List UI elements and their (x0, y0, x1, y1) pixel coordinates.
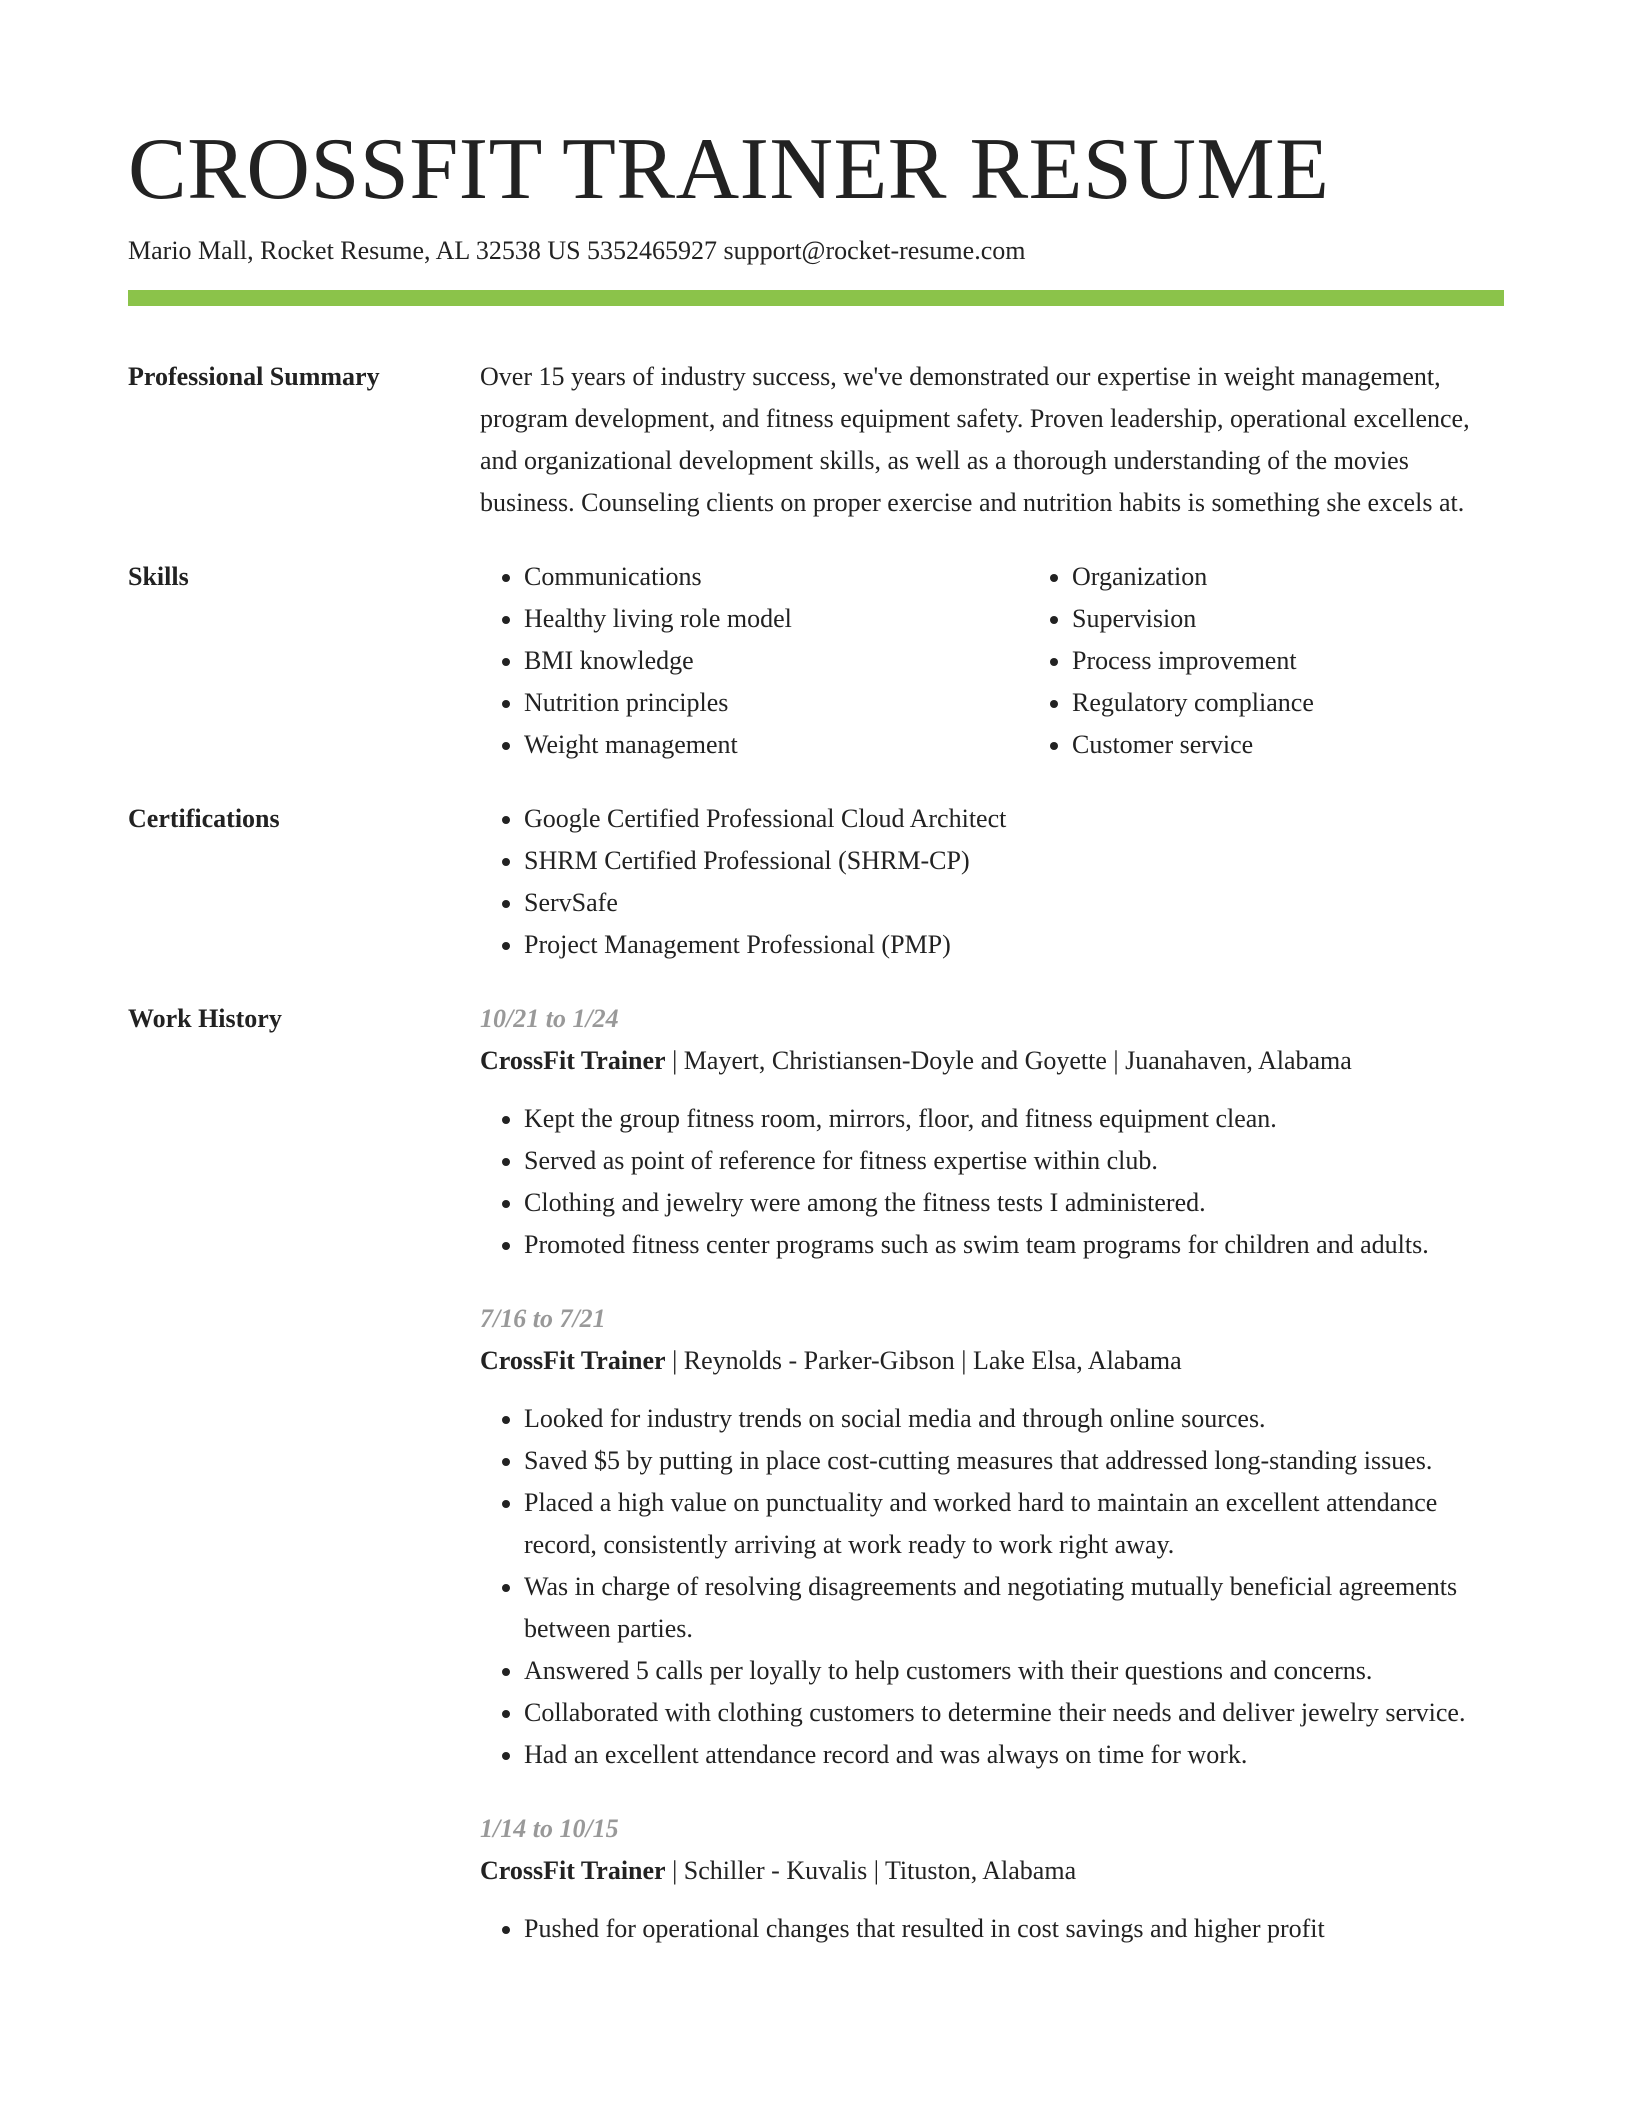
certifications-list (480, 798, 1504, 966)
job-dates: 10/21 to 1/24 (480, 1004, 619, 1033)
job-dates: 7/16 to 7/21 (480, 1304, 606, 1333)
certification-item: • Google Certified Professional Cloud Architect (524, 798, 1504, 840)
accent-divider (128, 290, 1504, 306)
job-entry (480, 1298, 1504, 1776)
skill-item: • Communications (524, 556, 1028, 598)
certification-item: • ServSafe (524, 882, 1504, 924)
job-duty: • Saved $5 by putting in place cost-cutting measures that addressed long-standing issues. (524, 1440, 1504, 1482)
job-duty: • Looked for industry trends on social media and through online sources. (524, 1398, 1504, 1440)
skills-column-2 (1028, 556, 1576, 766)
job-entry (480, 998, 1504, 1266)
skills-column-1 (480, 556, 1028, 766)
certification-item: • Project Management Professional (PMP) (524, 924, 1504, 966)
job-heading (480, 1850, 1504, 1892)
skill-item: • Regulatory compliance (1072, 682, 1576, 724)
job-employer-location: | Mayert, Christiansen-Doyle and Goyette | Juanahaven, Alabama (665, 1046, 1352, 1075)
job-duty: • Answered 5 calls per loyally to help customers with their questions and concerns. (524, 1650, 1504, 1692)
job-duty: • Served as point of reference for fitness expertise within club. (524, 1140, 1504, 1182)
section-label-skills: Skills (128, 562, 189, 591)
job-duty: • Promoted fitness center programs such as swim team programs for children and adults. (524, 1224, 1504, 1266)
job-employer-location: | Schiller - Kuvalis | Tituston, Alabama (665, 1856, 1077, 1885)
job-duty: • Had an excellent attendance record and was always on time for work. (524, 1734, 1504, 1776)
job-title: CrossFit Trainer (480, 1046, 666, 1075)
job-dates: 1/14 to 10/15 (480, 1814, 619, 1843)
job-duty: • Was in charge of resolving disagreements and negotiating mutually beneficial agreements between parties. (524, 1566, 1504, 1650)
work-history-section (128, 998, 1504, 1950)
summary-section (128, 356, 1504, 524)
skills-list (480, 556, 1576, 766)
certifications-section (128, 798, 1504, 966)
skill-item: • Nutrition principles (524, 682, 1028, 724)
skill-item: • Supervision (1072, 598, 1576, 640)
work-history-body (480, 998, 1504, 1950)
summary-text: Over 15 years of industry success, we've demonstrated our expertise in weight management, program development, and fitness equipment safety. Proven leadership, operational excellence, and organizational development skills, as well as a thorough understanding of the movies business. Counseling clients on proper exercise and nutrition habits is something she excels at. (480, 362, 1470, 517)
job-duties-list (480, 1098, 1504, 1266)
job-heading (480, 1040, 1504, 1082)
job-heading (480, 1340, 1504, 1382)
job-duty: • Clothing and jewelry were among the fitness tests I administered. (524, 1182, 1504, 1224)
job-duty: • Kept the group fitness room, mirrors, floor, and fitness equipment clean. (524, 1098, 1504, 1140)
section-label-work-history: Work History (128, 1004, 282, 1033)
certification-item: • SHRM Certified Professional (SHRM-CP) (524, 840, 1504, 882)
contact-info: Mario Mall, Rocket Resume, AL 32538 US 5352465927 support@rocket-resume.com (128, 236, 1026, 265)
job-duties-list (480, 1908, 1504, 1950)
section-label-summary: Professional Summary (128, 362, 380, 391)
job-title: CrossFit Trainer (480, 1856, 666, 1885)
job-duty: • Collaborated with clothing customers to determine their needs and deliver jewelry service. (524, 1692, 1504, 1734)
job-duty: • Pushed for operational changes that resulted in cost savings and higher profit (524, 1908, 1504, 1950)
job-employer-location: | Reynolds - Parker-Gibson | Lake Elsa, Alabama (665, 1346, 1182, 1375)
skill-item: • Organization (1072, 556, 1576, 598)
resume-page (128, 118, 1504, 1950)
skill-item: • BMI knowledge (524, 640, 1028, 682)
job-title: CrossFit Trainer (480, 1346, 666, 1375)
skill-item: • Healthy living role model (524, 598, 1028, 640)
job-entry (480, 1808, 1504, 1950)
resume-title: CROSSFIT TRAINER RESUME (128, 121, 1330, 218)
skills-section (128, 556, 1504, 766)
skill-item: • Weight management (524, 724, 1028, 766)
job-duty: • Placed a high value on punctuality and worked hard to maintain an excellent attendance record, consistently arriving at work ready to work right away. (524, 1482, 1504, 1566)
job-duties-list (480, 1398, 1504, 1776)
certifications-body (480, 798, 1504, 966)
skill-item: • Customer service (1072, 724, 1576, 766)
section-label-certifications: Certifications (128, 804, 280, 833)
skill-item: • Process improvement (1072, 640, 1576, 682)
